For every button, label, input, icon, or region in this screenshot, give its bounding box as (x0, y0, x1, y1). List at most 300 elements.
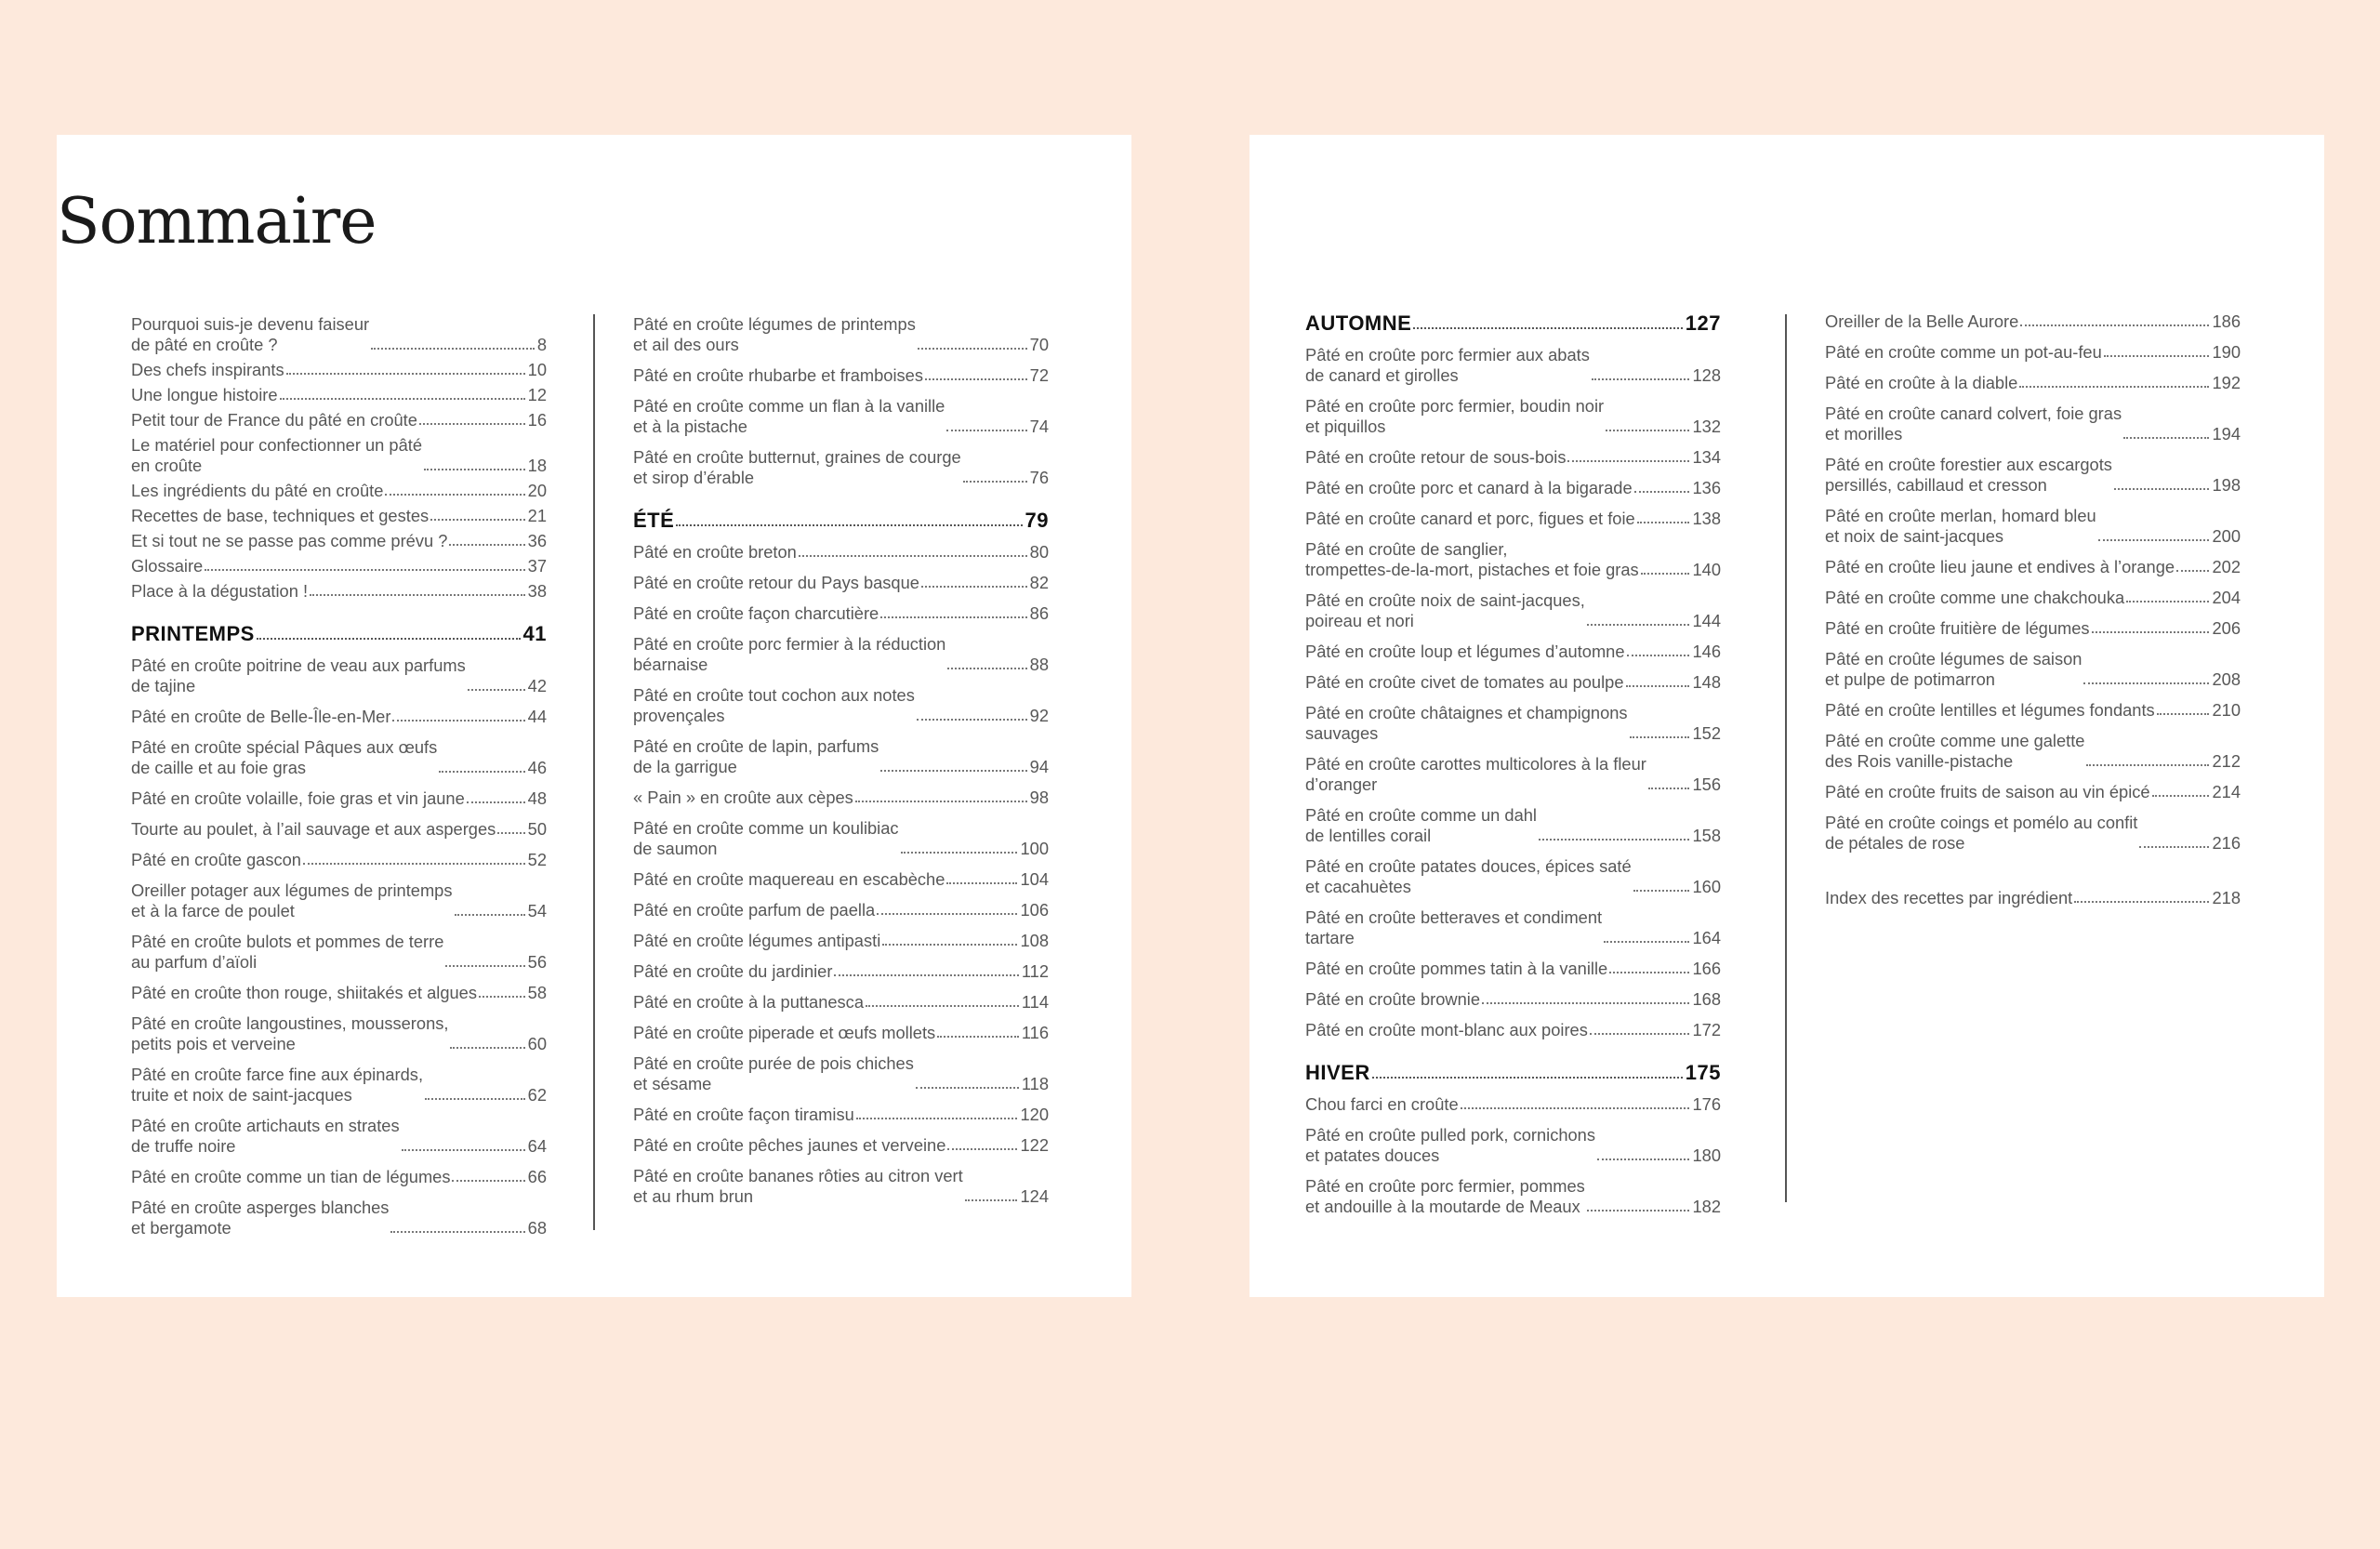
entry-title: Pâté en croûte loup et légumes d’automne (1305, 642, 1625, 661)
toc-entry (1825, 342, 2241, 363)
toc-column-2 (633, 314, 1049, 1217)
entry-page-number: 148 (1692, 672, 1721, 692)
toc-entry (1825, 782, 2241, 802)
entry-page-number: 210 (2212, 700, 2241, 720)
entry-page-number: 56 (527, 952, 547, 972)
dot-leader (799, 555, 1027, 557)
entry-title: Pâté en croûte coings et pomélo au confit de pétales de rose (1825, 813, 2138, 853)
dot-leader (1648, 788, 1690, 789)
dot-leader (445, 965, 524, 967)
entry-page-number: 192 (2212, 373, 2241, 392)
entry-title: Pâté en croûte porc fermier, pommes et andouille à la moutarde de Meaux (1305, 1176, 1585, 1216)
dot-leader (430, 519, 525, 521)
entry-title: Pâté en croûte comme un koulibiac de saumon (633, 818, 899, 858)
entry-title: Pâté en croûte légumes antipasti (633, 931, 881, 950)
toc-entry (1305, 396, 1721, 437)
section-title: PRINTEMPS (131, 622, 255, 645)
section-heading (633, 509, 1049, 533)
entry-title: Des chefs inspirants (131, 360, 284, 379)
toc-entry (131, 581, 547, 602)
entry-title: Pâté en croûte brownie (1305, 989, 1481, 1009)
entry-page-number: 66 (527, 1167, 547, 1186)
dot-leader (205, 569, 524, 571)
entry-title: Pâté en croûte volaille, foie gras et vin jaune (131, 788, 465, 808)
entry-title: Pâté en croûte canard et porc, figues et foie (1305, 509, 1635, 528)
entry-title: Pâté en croûte farce fine aux épinards, truite et noix de saint-jacques (131, 1065, 424, 1105)
dot-leader (425, 1098, 525, 1100)
dot-leader (286, 373, 525, 375)
entry-page-number: 202 (2212, 557, 2241, 576)
entry-page-number: 138 (1692, 509, 1721, 528)
dot-leader (452, 1180, 524, 1182)
toc-entry (1305, 754, 1721, 795)
entry-title: Pâté en croûte retour du Pays basque (633, 573, 919, 592)
entry-page-number: 176 (1692, 1094, 1721, 1114)
entry-title: Oreiller potager aux légumes de printemps et à la farce de poulet (131, 880, 453, 920)
dot-leader (1539, 839, 1690, 841)
toc-entry (131, 850, 547, 870)
dot-leader (497, 832, 524, 834)
entry-title: Index des recettes par ingrédient (1825, 888, 2073, 907)
entry-title: Pâté en croûte artichauts en strates de truffe noire (131, 1116, 400, 1156)
entry-title: Pâté en croûte comme une galette des Rois vanille-pistache (1825, 731, 2085, 771)
entry-page-number: 10 (527, 360, 547, 379)
toc-entry (1305, 539, 1721, 580)
entry-page-number: 166 (1692, 959, 1721, 978)
toc-entry (1825, 506, 2241, 547)
dot-leader (1626, 685, 1690, 687)
toc-entry (1305, 478, 1721, 498)
entry-page-number: 60 (527, 1034, 547, 1053)
entry-page-number: 116 (1021, 1023, 1049, 1042)
section-page-number: 175 (1685, 1061, 1721, 1084)
entry-page-number: 160 (1692, 877, 1721, 896)
toc-entry (633, 396, 1049, 437)
dot-leader (2074, 901, 2209, 903)
dot-leader (2176, 570, 2209, 572)
entry-title: Pâté en croûte comme un tian de légumes (131, 1167, 451, 1186)
entry-title: Pâté en croûte purée de pois chiches et sésame (633, 1053, 914, 1093)
entry-page-number: 100 (1020, 839, 1049, 858)
entry-page-number: 18 (527, 456, 547, 475)
entry-title: Pâté en croûte mont-blanc aux poires (1305, 1020, 1588, 1039)
dot-leader (1482, 1002, 1689, 1004)
entry-title: Pâté en croûte poitrine de veau aux parfums de tajine (131, 655, 466, 695)
dot-leader (2123, 437, 2209, 439)
entry-page-number: 194 (2212, 424, 2241, 444)
dot-leader (880, 616, 1026, 618)
entry-page-number: 98 (1029, 788, 1049, 807)
toc-entry (1305, 590, 1721, 631)
toc-entry (633, 573, 1049, 593)
entry-title: Recettes de base, techniques et gestes (131, 506, 430, 525)
toc-entry (131, 531, 547, 551)
entry-title: Pâté en croûte porc fermier aux abats de canard et girolles (1305, 345, 1590, 385)
entry-title: Pâté en croûte butternut, graines de courge et sirop d’érable (633, 447, 961, 487)
entry-page-number: 134 (1692, 447, 1721, 467)
entry-title: Pâté en croûte du jardinier (633, 961, 833, 981)
entry-title: Une longue histoire (131, 385, 278, 404)
entry-page-number: 20 (527, 481, 547, 500)
dot-leader (385, 494, 524, 496)
entry-title: Pâté en croûte maquereau en escabèche (633, 869, 945, 889)
dot-leader (467, 801, 525, 803)
entry-page-number: 124 (1020, 1186, 1049, 1206)
dot-leader (468, 689, 525, 691)
entry-title: Pâté en croûte carottes multicolores à la fleur d’oranger (1305, 754, 1646, 794)
entry-title: Pâté en croûte retour de sous-bois (1305, 447, 1567, 467)
toc-entry (131, 983, 547, 1003)
entry-page-number: 140 (1692, 560, 1721, 579)
entry-page-number: 74 (1029, 417, 1049, 436)
entry-title: Pâté en croûte façon tiramisu (633, 1105, 854, 1124)
toc-entry (1825, 700, 2241, 721)
entry-title: Pâté en croûte tout cochon aux notes provençales (633, 685, 915, 725)
entry-page-number: 94 (1029, 757, 1049, 776)
entry-page-number: 80 (1029, 542, 1049, 562)
toc-entry (1305, 447, 1721, 468)
toc-entry (1305, 989, 1721, 1010)
entry-title: Pâté en croûte fruitière de légumes (1825, 618, 2090, 638)
toc-entry (1305, 1176, 1721, 1217)
toc-entry (633, 685, 1049, 726)
toc-entry (131, 481, 547, 501)
section-title: AUTOMNE (1305, 311, 1412, 335)
dot-leader (866, 1005, 1019, 1007)
toc-entry (633, 1105, 1049, 1125)
toc-entry (633, 818, 1049, 859)
entry-page-number: 62 (527, 1085, 547, 1105)
toc-entry (1825, 888, 2241, 908)
entry-title: Pâté en croûte lentilles et légumes fondants (1825, 700, 2155, 720)
dot-leader (925, 378, 1027, 380)
entry-title: Pâté en croûte merlan, homard bleu et noix de saint-jacques (1825, 506, 2096, 546)
toc-entry (1305, 959, 1721, 979)
dot-leader (2114, 488, 2210, 490)
entry-page-number: 180 (1692, 1145, 1721, 1165)
entry-page-number: 144 (1692, 611, 1721, 630)
toc-entry (1825, 557, 2241, 577)
toc-entry (633, 992, 1049, 1013)
toc-entry (1825, 813, 2241, 854)
entry-page-number: 158 (1692, 826, 1721, 845)
spacer (1825, 864, 2241, 888)
dot-leader (916, 1087, 1019, 1089)
entry-page-number: 212 (2212, 751, 2241, 771)
entry-page-number: 52 (527, 850, 547, 869)
entry-page-number: 36 (527, 531, 547, 550)
toc-entry (131, 655, 547, 696)
toc-entry (1825, 404, 2241, 444)
entry-title: Pâté en croûte piperade et œufs mollets (633, 1023, 936, 1042)
entry-title: Pâté en croûte gascon (131, 850, 301, 869)
dot-leader (1609, 972, 1689, 973)
entry-page-number: 70 (1029, 335, 1049, 354)
dot-leader (1606, 430, 1689, 431)
entry-page-number: 92 (1029, 706, 1049, 725)
toc-entry (1305, 907, 1721, 948)
entry-page-number: 132 (1692, 417, 1721, 436)
entry-title: Chou farci en croûte (1305, 1094, 1459, 1114)
entry-page-number: 152 (1692, 723, 1721, 743)
page-title: Sommaire (57, 185, 377, 258)
dot-leader (1604, 941, 1689, 943)
toc-entry (131, 819, 547, 840)
dot-leader (390, 1231, 524, 1233)
dot-leader (424, 469, 525, 470)
entry-page-number: 106 (1020, 900, 1049, 920)
dot-leader (946, 430, 1026, 431)
section-page-number: 79 (1025, 509, 1049, 532)
toc-entry (131, 1065, 547, 1105)
entry-title: Pâté en croûte betteraves et condiment tartare (1305, 907, 1603, 947)
entry-page-number: 68 (527, 1218, 547, 1238)
entry-title: Pâté en croûte asperges blanches et bergamote (131, 1198, 390, 1238)
entry-page-number: 88 (1029, 655, 1049, 674)
toc-entry (131, 1013, 547, 1054)
entry-title: Pâté en croûte à la puttanesca (633, 992, 864, 1012)
toc-entry (633, 1023, 1049, 1043)
entry-title: Oreiller de la Belle Aurore (1825, 311, 2019, 331)
toc-column-4 (1825, 311, 2241, 919)
section-title: ÉTÉ (633, 509, 675, 532)
toc-entry (131, 880, 547, 921)
entry-page-number: 44 (527, 707, 547, 726)
dot-leader (1461, 1107, 1690, 1109)
dot-leader (1413, 327, 1682, 329)
dot-leader (877, 913, 1017, 915)
toc-entry (131, 1198, 547, 1238)
column-divider-right (1785, 314, 1787, 1202)
toc-entry (1305, 856, 1721, 897)
entry-page-number: 16 (527, 410, 547, 430)
entry-page-number: 42 (527, 676, 547, 695)
dot-leader (419, 423, 525, 425)
dot-leader (918, 348, 1027, 350)
toc-entry (1305, 642, 1721, 662)
entry-title: Tourte au poulet, à l’ail sauvage et aux asperges (131, 819, 496, 839)
entry-title: Pâté en croûte pêches jaunes et verveine (633, 1135, 946, 1155)
toc-entry (1305, 509, 1721, 529)
entry-title: Pâté en croûte rhubarbe et framboises (633, 365, 923, 385)
entry-page-number: 122 (1020, 1135, 1049, 1155)
toc-entry (1825, 311, 2241, 332)
section-heading (1305, 1061, 1721, 1085)
toc-entry (131, 556, 547, 576)
toc-entry (1825, 649, 2241, 690)
toc-entry (131, 360, 547, 380)
toc-entry (1305, 1094, 1721, 1115)
dot-leader (921, 586, 1027, 588)
toc-entry (131, 410, 547, 430)
toc-entry (131, 932, 547, 973)
entry-page-number: 108 (1020, 931, 1049, 950)
entry-page-number: 136 (1692, 478, 1721, 497)
toc-entry (1825, 618, 2241, 639)
toc-entry (633, 788, 1049, 808)
toc-entry (633, 1053, 1049, 1094)
entry-title: Pâté en croûte légumes de saison et pulpe de potimarron (1825, 649, 2082, 689)
dot-leader (2098, 539, 2210, 541)
entry-page-number: 76 (1029, 468, 1049, 487)
toc-entry (633, 869, 1049, 890)
entry-title: Pâté en croûte légumes de printemps et ail des ours (633, 314, 916, 354)
entry-title: Pâté en croûte breton (633, 542, 797, 562)
column-divider-left (593, 314, 595, 1230)
toc-entry (131, 506, 547, 526)
dot-leader (310, 594, 525, 596)
dot-leader (280, 398, 525, 400)
entry-title: Pâté en croûte façon charcutière (633, 603, 879, 623)
dot-leader (882, 944, 1017, 946)
toc-entry (131, 1167, 547, 1187)
entry-title: Pâté en croûte de lapin, parfums de la garrigue (633, 736, 879, 776)
entry-page-number: 104 (1020, 869, 1049, 889)
dot-leader (917, 719, 1027, 721)
dot-leader (1587, 1210, 1690, 1211)
entry-title: « Pain » en croûte aux cèpes (633, 788, 853, 807)
toc-entry (131, 788, 547, 809)
dot-leader (855, 801, 1027, 802)
entry-page-number: 214 (2212, 782, 2241, 801)
toc-entry (131, 385, 547, 405)
dot-leader (946, 882, 1017, 884)
dot-leader (449, 544, 524, 546)
dot-leader (676, 524, 1022, 526)
section-title: HIVER (1305, 1061, 1370, 1084)
entry-page-number: 112 (1021, 961, 1049, 981)
entry-title: Pâté en croûte pommes tatin à la vanille (1305, 959, 1608, 978)
toc-entry (633, 314, 1049, 355)
toc-entry (1305, 345, 1721, 386)
entry-title: Pâté en croûte porc fermier, boudin noir et piquillos (1305, 396, 1605, 436)
dot-leader (2157, 713, 2210, 715)
entry-page-number: 208 (2212, 669, 2241, 689)
entry-title: Les ingrédients du pâté en croûte (131, 481, 384, 500)
dot-leader (834, 974, 1018, 976)
entry-title: Pâté en croûte civet de tomates au poulpe (1305, 672, 1624, 692)
entry-title: Place à la dégustation ! (131, 581, 309, 601)
dot-leader (880, 770, 1026, 772)
toc-entry (1825, 588, 2241, 608)
toc-entry (633, 542, 1049, 563)
entry-title: Pâté en croûte fruits de saison au vin épicé (1825, 782, 2150, 801)
toc-entry (633, 931, 1049, 951)
entry-page-number: 37 (527, 556, 547, 576)
entry-page-number: 38 (527, 581, 547, 601)
entry-page-number: 72 (1029, 365, 1049, 385)
entry-title: Pâté en croûte lieu jaune et endives à l’orange (1825, 557, 2175, 576)
entry-page-number: 216 (2212, 833, 2241, 853)
entry-title: Pâté en croûte comme un dahl de lentilles corail (1305, 805, 1537, 845)
dot-leader (1597, 1158, 1689, 1160)
dot-leader (402, 1149, 525, 1151)
toc-entry (633, 365, 1049, 386)
toc-entry (633, 900, 1049, 920)
entry-page-number: 206 (2212, 618, 2241, 638)
entry-page-number: 58 (527, 983, 547, 1002)
dot-leader (1630, 736, 1690, 738)
entry-page-number: 8 (536, 335, 547, 354)
entry-title: Pâté en croûte patates douces, épices saté et cacahuètes (1305, 856, 1632, 896)
toc-entry (633, 1135, 1049, 1156)
entry-title: Pâté en croûte comme une chakchouka (1825, 588, 2125, 607)
entry-title: Pâté en croûte porc et canard à la bigarade (1305, 478, 1633, 497)
toc-entry (131, 737, 547, 778)
section-heading (131, 622, 547, 646)
toc-entry (131, 435, 547, 476)
toc-entry (1305, 703, 1721, 744)
entry-title: Pâté en croûte de Belle-Île-en-Mer (131, 707, 391, 726)
toc-entry (633, 1166, 1049, 1207)
dot-leader (303, 863, 525, 865)
dot-leader (1372, 1077, 1683, 1079)
toc-entry (131, 707, 547, 727)
dot-leader (2152, 795, 2210, 797)
entry-title: Pâté en croûte porc fermier à la réduction béarnaise (633, 634, 946, 674)
entry-title: Petit tour de France du pâté en croûte (131, 410, 417, 430)
toc-entry (633, 447, 1049, 488)
dot-leader (947, 1148, 1017, 1150)
toc-column-3 (1305, 311, 1721, 1227)
entry-page-number: 182 (1692, 1197, 1721, 1216)
entry-title: Pâté en croûte pulled pork, cornichons et patates douces (1305, 1125, 1595, 1165)
toc-entry (1825, 373, 2241, 393)
entry-page-number: 198 (2212, 475, 2241, 495)
entry-title: Pâté en croûte châtaignes et champignons sauvages (1305, 703, 1628, 743)
toc-entry (1305, 672, 1721, 693)
dot-leader (963, 481, 1027, 483)
dot-leader (1627, 655, 1690, 656)
dot-leader (1592, 378, 1690, 380)
entry-page-number: 172 (1692, 1020, 1721, 1039)
dot-leader (2019, 386, 2209, 388)
toc-entry (1825, 455, 2241, 496)
entry-title: Pâté en croûte langoustines, mousserons, petits pois et verveine (131, 1013, 449, 1053)
dot-leader (257, 638, 521, 640)
entry-title: Pâté en croûte bananes rôties au citron vert et au rhum brun (633, 1166, 963, 1206)
toc-entry (633, 603, 1049, 624)
toc-entry (1305, 805, 1721, 846)
section-page-number: 127 (1685, 311, 1721, 335)
dot-leader (439, 771, 524, 773)
entry-page-number: 46 (527, 758, 547, 777)
entry-title: Pâté en croûte parfum de paella (633, 900, 876, 920)
entry-title: Glossaire (131, 556, 204, 576)
dot-leader (2126, 601, 2209, 602)
dot-leader (450, 1047, 524, 1049)
toc-entry (1305, 1125, 1721, 1166)
dot-leader (1590, 1033, 1690, 1035)
dot-leader (947, 668, 1026, 669)
entry-page-number: 164 (1692, 928, 1721, 947)
entry-title: Pourquoi suis-je devenu faiseur de pâté en croûte ? (131, 314, 370, 354)
entry-title: Le matériel pour confectionner un pâté en croûte (131, 435, 423, 475)
entry-page-number: 86 (1029, 603, 1049, 623)
entry-title: Pâté en croûte noix de saint-jacques, poireau et nori (1305, 590, 1585, 630)
toc-entry (1825, 731, 2241, 772)
toc-entry (633, 961, 1049, 982)
entry-page-number: 146 (1692, 642, 1721, 661)
entry-title: Pâté en croûte comme un flan à la vanille et à la pistache (633, 396, 945, 436)
dot-leader (901, 852, 1018, 854)
dot-leader (856, 1118, 1018, 1119)
toc-entry (1305, 1020, 1721, 1040)
dot-leader (392, 720, 524, 722)
entry-page-number: 168 (1692, 989, 1721, 1009)
entry-page-number: 118 (1021, 1074, 1049, 1093)
entry-title: Et si tout ne se passe pas comme prévu ? (131, 531, 448, 550)
